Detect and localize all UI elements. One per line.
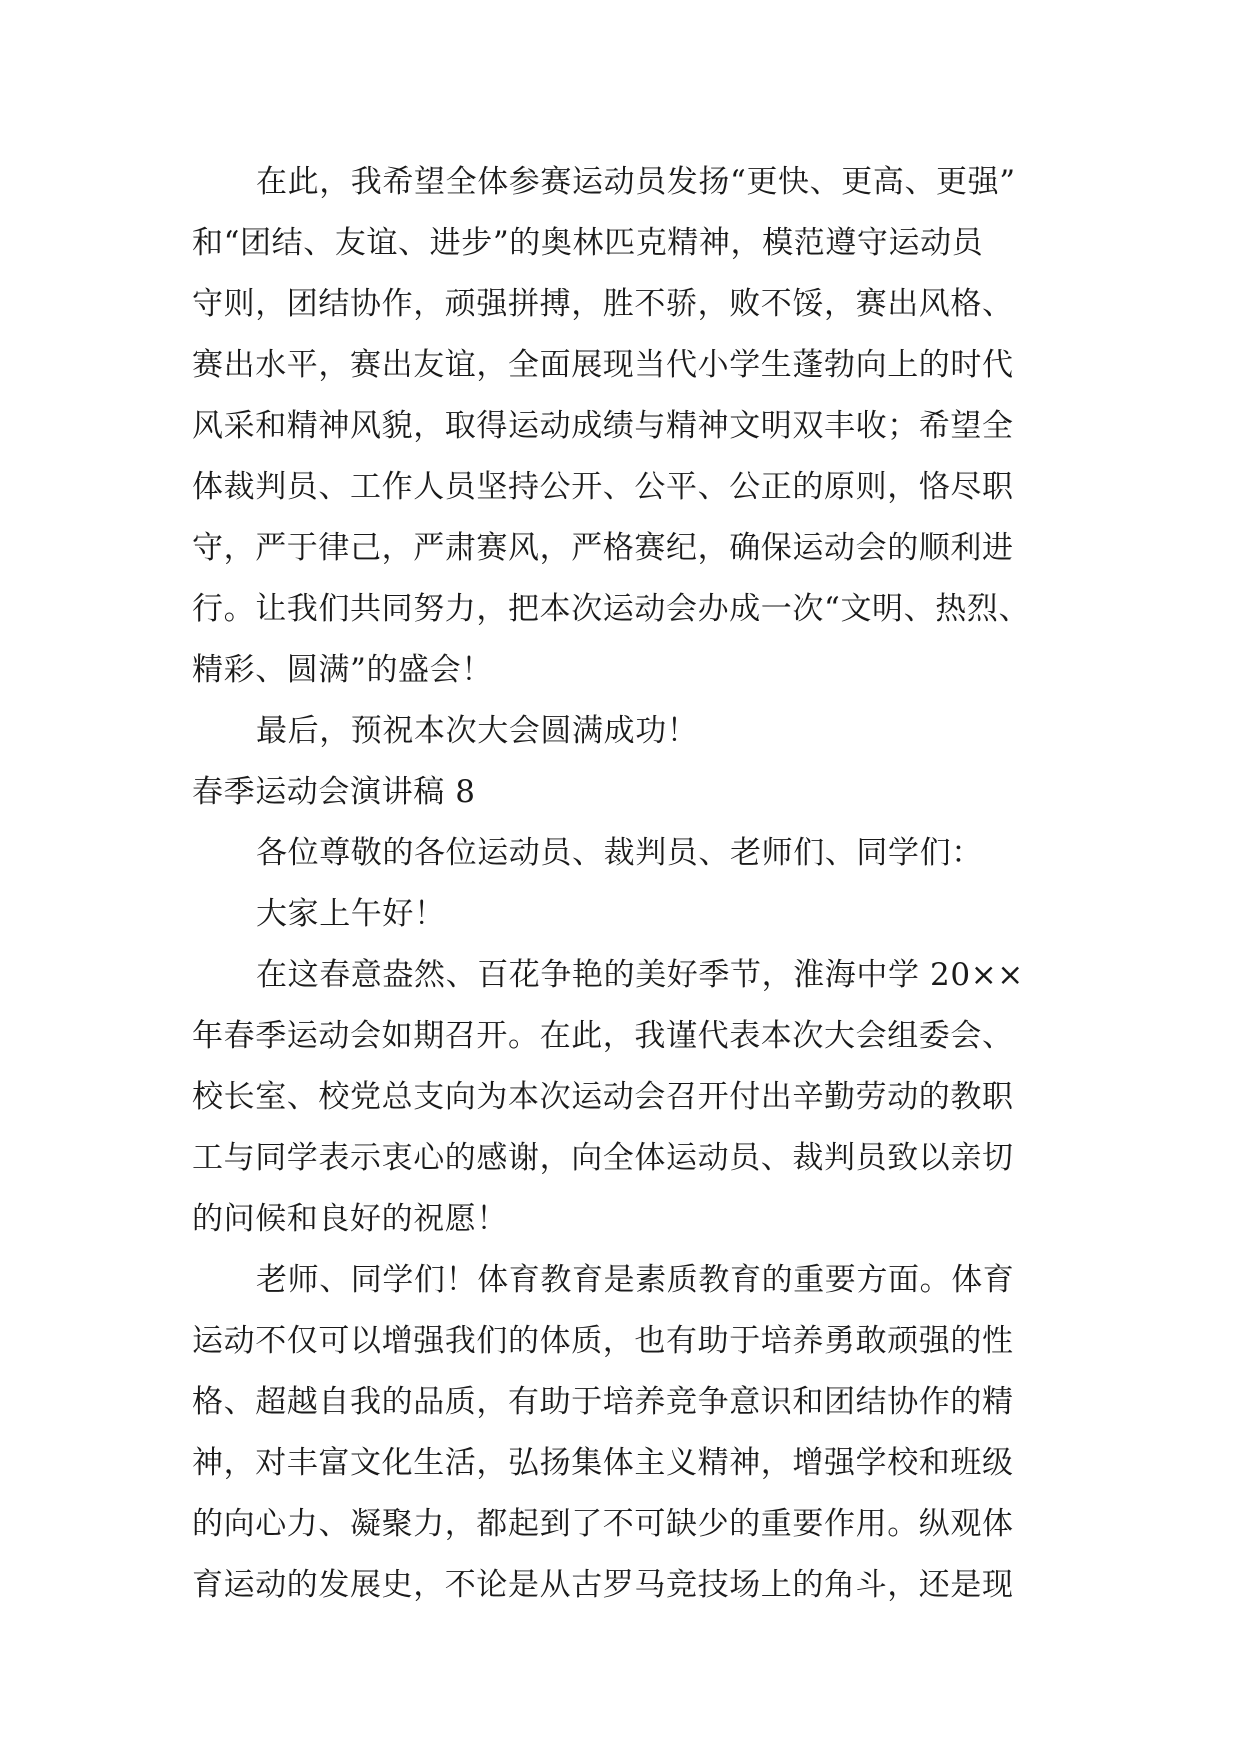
text-line: 大家上午好！ [256, 896, 446, 932]
text-line: 在此，我希望全体参赛运动员发扬“更快、更高、更强” [256, 164, 1016, 200]
text-line: 格、超越自我的品质，有助于培养竞争意识和团结协作的精 [192, 1384, 1014, 1420]
text-line: 工与同学表示衷心的感谢，向全体运动员、裁判员致以亲切 [192, 1140, 1014, 1176]
text-line: 年春季运动会如期召开。在此，我谨代表本次大会组委会、 [192, 1018, 1014, 1054]
text-line: 和“团结、友谊、进步”的奥林匹克精神，模范遵守运动员 [192, 225, 984, 261]
section-heading: 春季运动会演讲稿 8 [192, 774, 476, 810]
text-line: 赛出水平，赛出友谊，全面展现当代小学生蓬勃向上的时代 [192, 347, 1014, 383]
text-line: 守则，团结协作，顽强拼搏，胜不骄，败不馁，赛出风格、 [192, 286, 1014, 322]
text-line: 的问候和良好的祝愿！ [192, 1201, 508, 1237]
text-line: 守，严于律己，严肃赛风，严格赛纪，确保运动会的顺利进 [192, 530, 1014, 566]
text-line: 各位尊敬的各位运动员、裁判员、老师们、同学们： [256, 835, 983, 871]
text-line: 行。让我们共同努力，把本次运动会办成一次“文明、热烈、 [192, 591, 1031, 627]
text-line: 育运动的发展史，不论是从古罗马竞技场上的角斗，还是现 [192, 1567, 1014, 1603]
text-line: 最后，预祝本次大会圆满成功！ [256, 713, 699, 749]
document-page [192, 152, 1062, 1616]
text-line: 在这春意盎然、百花争艳的美好季节，淮海中学 20×× [256, 957, 1024, 993]
text-line: 校长室、校党总支向为本次运动会召开付出辛勤劳动的教职 [192, 1079, 1014, 1115]
text-line: 精彩、圆满”的盛会！ [192, 652, 493, 688]
text-line: 风采和精神风貌，取得运动成绩与精神文明双丰收；希望全 [192, 408, 1014, 444]
text-line: 运动不仅可以增强我们的体质，也有助于培养勇敢顽强的性 [192, 1323, 1014, 1359]
text-line: 的向心力、凝聚力，都起到了不可缺少的重要作用。纵观体 [192, 1506, 1014, 1542]
text-line: 体裁判员、工作人员坚持公开、公平、公正的原则，恪尽职 [192, 469, 1014, 505]
text-line: 神，对丰富文化生活，弘扬集体主义精神，增强学校和班级 [192, 1445, 1014, 1481]
text-line: 老师、同学们！体育教育是素质教育的重要方面。体育 [256, 1262, 1015, 1298]
